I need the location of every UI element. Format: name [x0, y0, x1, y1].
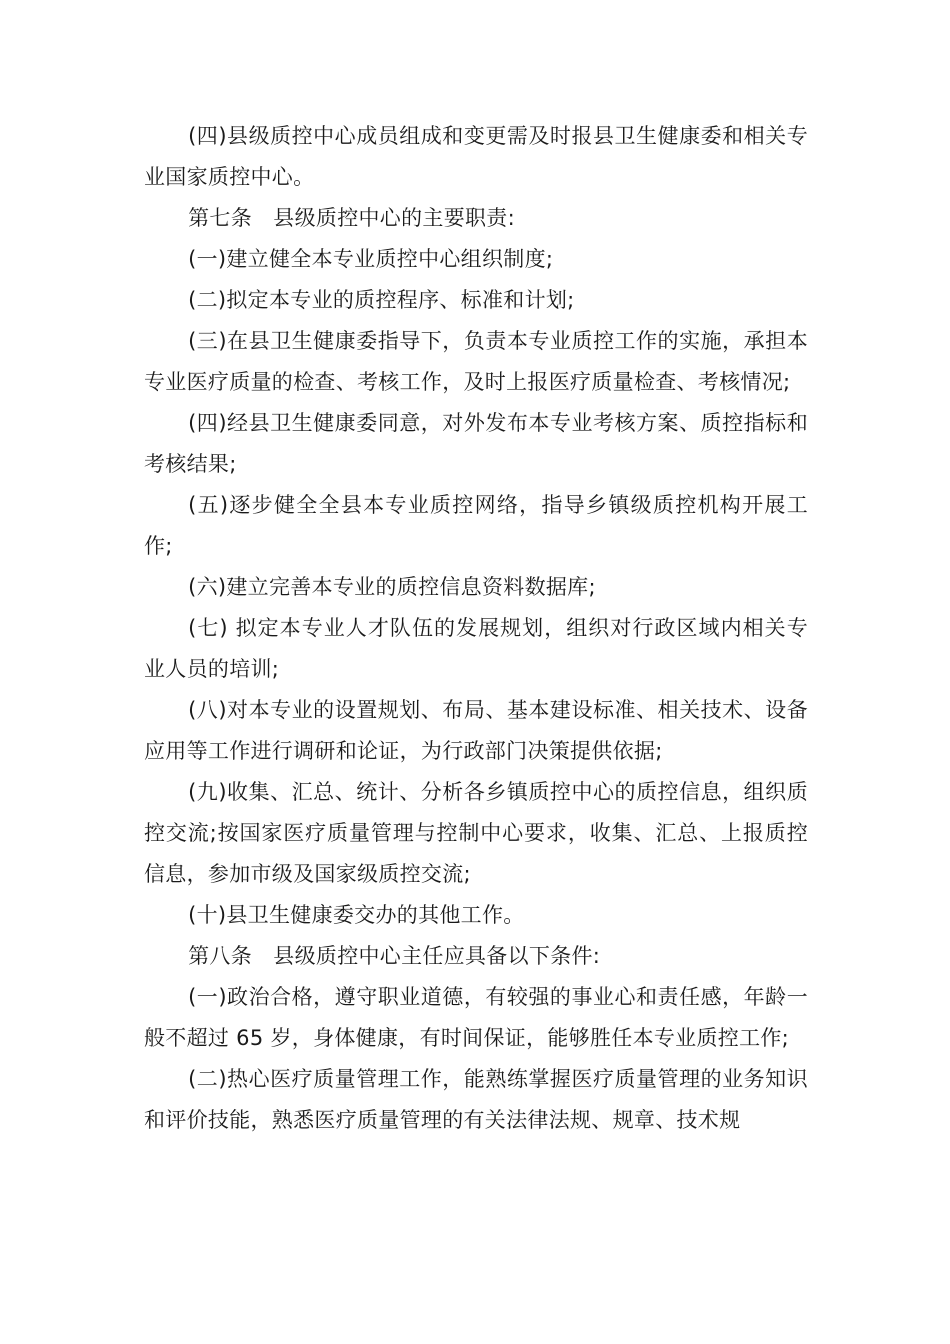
paragraph-duty-1: (一)建立健全本专业质控中心组织制度; — [188, 247, 554, 271]
paragraph-duty-9: (九)收集、汇总、统计、分析各乡镇质控中心的质控信息，组织质控交流;按国家医疗质量管理与控制中心要求，收集、汇总、上报质控信息，参加市级及国家级质控交流; — [144, 780, 808, 886]
article-7-heading: 第七条 县级质控中心的主要职责: — [188, 206, 515, 230]
document-body — [144, 116, 808, 1141]
paragraph-condition-1: (一)政治合格，遵守职业道德，有较强的事业心和责任感，年龄一般不超过 65 岁，身体健康，有时间保证，能够胜任本专业质控工作; — [144, 985, 808, 1050]
paragraph-condition-2: (二)热心医疗质量管理工作，能熟练掌握医疗质量管理的业务知识和评价技能，熟悉医疗质量管理的有关法律法规、规章、技术规 — [144, 1067, 808, 1132]
paragraph-county-center-members: (四)县级质控中心成员组成和变更需及时报县卫生健康委和相关专业国家质控中心。 — [144, 124, 808, 189]
paragraph-duty-5: (五)逐步健全全县本专业质控网络，指导乡镇级质控机构开展工作; — [144, 493, 808, 558]
paragraph-duty-10: (十)县卫生健康委交办的其他工作。 — [188, 903, 525, 927]
paragraph-duty-2: (二)拟定本专业的质控程序、标准和计划; — [188, 288, 575, 312]
paragraph-duty-7: (七) 拟定本专业人才队伍的发展规划，组织对行政区域内相关专业人员的培训; — [144, 616, 808, 681]
article-8-heading: 第八条 县级质控中心主任应具备以下条件: — [188, 944, 601, 968]
paragraph-duty-6: (六)建立完善本专业的质控信息资料数据库; — [188, 575, 596, 599]
paragraph-duty-4: (四)经县卫生健康委同意，对外发布本专业考核方案、质控指标和考核结果; — [144, 411, 808, 476]
paragraph-duty-8: (八)对本专业的设置规划、布局、基本建设标准、相关技术、设备应用等工作进行调研和论证，为行政部门决策提供依据; — [144, 698, 808, 763]
paragraph-duty-3: (三)在县卫生健康委指导下，负责本专业质控工作的实施，承担本专业医疗质量的检查、考核工作，及时上报医疗质量检查、考核情况; — [144, 329, 808, 394]
